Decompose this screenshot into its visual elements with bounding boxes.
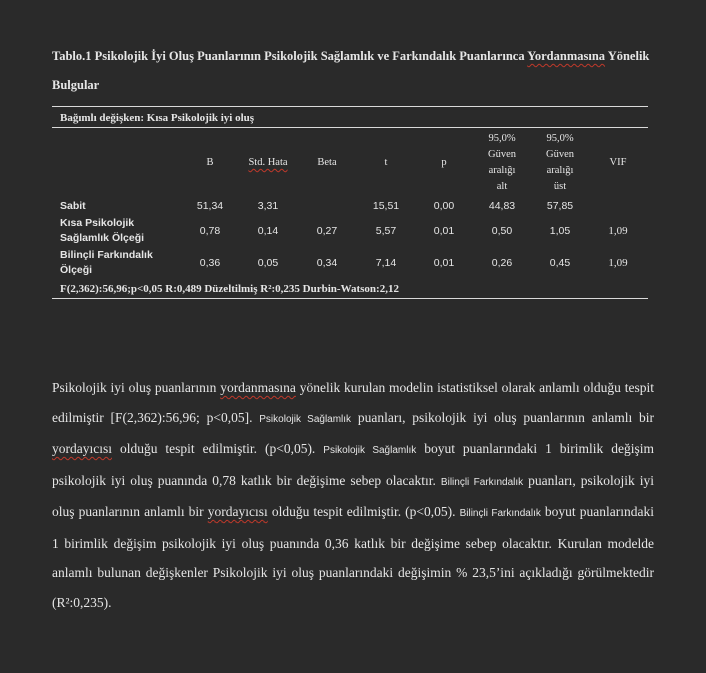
header-ci-upper-line: aralığı xyxy=(546,165,574,176)
para-text: yönelik kurulan modelin istatistiksel olarak anlamlı olduğu tespit edilmiştir [F(2,362):56,96; p<0,05]. xyxy=(52,380,654,425)
cell-ci-lower: 0,50 xyxy=(491,225,513,237)
cell-ci-upper: 57,85 xyxy=(546,200,574,212)
cell-ci-upper: 0,45 xyxy=(549,257,571,269)
row-label-constant xyxy=(60,199,86,214)
header-ci-lower xyxy=(475,131,529,195)
cell-p: 0,01 xyxy=(433,225,455,237)
header-t: t xyxy=(384,157,388,168)
header-ci-lower-line: alt xyxy=(496,181,508,192)
para-text: puanları, psikolojik iyi oluş puanlarının anlamlı bir xyxy=(52,472,654,519)
cell-b: 0,78 xyxy=(199,225,221,237)
cell-b: 0,36 xyxy=(199,257,221,269)
row-label-line: Ölçeği xyxy=(60,264,93,276)
para-small-text: Psikolojik Sağlamlık xyxy=(323,445,417,456)
para-text: boyut puanlarındaki 1 birimlik değişim psikolojik iyi oluş puanında 0,36 katlık bir değişime sebep olacaktır. Kurulan modelde anlamlı bulunan değişkenler Psikolojik iyi oluş puanlarındaki değişimin % 23,5’ini açıkladığı görülmektedir (R²:0,235). xyxy=(52,504,654,610)
header-std-error xyxy=(240,155,296,171)
cell-ci-upper: 1,05 xyxy=(549,225,571,237)
cell-b: 51,34 xyxy=(196,200,224,212)
table-bottom-rule xyxy=(52,298,648,299)
title-text: Tablo.1 Psikolojik İyi Oluş Puanlarının Psikolojik Sağlamlık ve Farkındalık Puanlarınca xyxy=(52,49,528,63)
cell-t: 5,57 xyxy=(375,225,397,237)
row-label-line: Kısa Psikolojik xyxy=(60,217,135,229)
cell-ci-lower: 44,83 xyxy=(488,200,516,212)
row-label-mindfulness xyxy=(60,248,153,278)
title-text-end: Yönelik Bulgular xyxy=(52,49,650,92)
header-beta: Beta xyxy=(317,157,337,168)
para-small-text: Psikolojik Sağlamlık xyxy=(259,413,352,425)
para-text: olduğu tespit edilmiştir. (p<0,05). xyxy=(267,504,460,519)
para-text: Psikolojik iyi oluş puanlarının xyxy=(52,380,221,395)
dependent-variable-label: Bağımlı değişken: Kısa Psikolojik iyi oluş xyxy=(60,112,255,124)
cell-p: 0,01 xyxy=(433,257,455,269)
row-label-line: Bilinçli Farkındalık xyxy=(60,249,153,261)
row-label-line: Sabit xyxy=(60,200,86,212)
row-label-resilience xyxy=(60,216,144,246)
cell-t: 7,14 xyxy=(375,257,397,269)
cell-std-error: 0,05 xyxy=(257,257,279,269)
para-small-text: Bilinçli Farkındalık xyxy=(459,508,541,519)
row-label-line: Sağlamlık Ölçeği xyxy=(60,232,145,244)
para-misspelled-word: yordayıcısı xyxy=(52,441,112,456)
table-top-rule xyxy=(52,106,648,107)
cell-std-error: 3,31 xyxy=(257,200,279,212)
cell-beta: 0,27 xyxy=(316,225,338,237)
header-rule xyxy=(52,127,648,128)
cell-t: 15,51 xyxy=(372,200,400,212)
header-ci-upper-line: üst xyxy=(553,181,567,192)
cell-std-error: 0,14 xyxy=(257,225,279,237)
header-ci-upper-line: 95,0% xyxy=(546,133,574,144)
para-text: olduğu tespit edilmiştir. (p<0,05). xyxy=(112,441,324,456)
cell-vif: 1,09 xyxy=(608,257,628,269)
cell-p: 0,00 xyxy=(433,200,455,212)
header-ci-upper xyxy=(533,131,587,195)
table-title xyxy=(52,42,662,100)
para-text: boyut puanlarındaki 1 birimlik değişim psikolojik iyi oluş puanında 0,78 katlık bir değişime sebep olacaktır. xyxy=(52,441,654,488)
para-text: puanları, psikolojik iyi oluş puanlarının anlamlı bir xyxy=(351,409,654,425)
header-ci-lower-line: 95,0% xyxy=(488,133,516,144)
cell-beta: 0,34 xyxy=(316,257,338,269)
cell-ci-lower: 0,26 xyxy=(491,257,513,269)
header-vif: VIF xyxy=(609,157,627,168)
header-std-error-text: Std. Hata xyxy=(248,157,288,168)
header-ci-upper-line: Güven xyxy=(546,149,574,160)
para-misspelled-word: yordayıcısı xyxy=(207,504,268,519)
para-small-text: Bilinçli Farkındalık xyxy=(440,476,524,488)
results-paragraph xyxy=(52,373,654,617)
cell-vif: 1,09 xyxy=(608,225,628,237)
para-misspelled-word: yordanmasına xyxy=(220,380,296,395)
header-p: p xyxy=(441,157,447,168)
title-misspelled-word: Yordanmasına xyxy=(527,49,606,63)
model-summary-footnote: F(2,362):56,96;p<0,05 R:0,489 Düzeltilmiş R²:0,235 Durbin-Watson:2,12 xyxy=(60,283,399,295)
header-b: B xyxy=(206,157,214,168)
header-ci-lower-line: Güven xyxy=(488,149,516,160)
header-ci-lower-line: aralığı xyxy=(488,165,516,176)
